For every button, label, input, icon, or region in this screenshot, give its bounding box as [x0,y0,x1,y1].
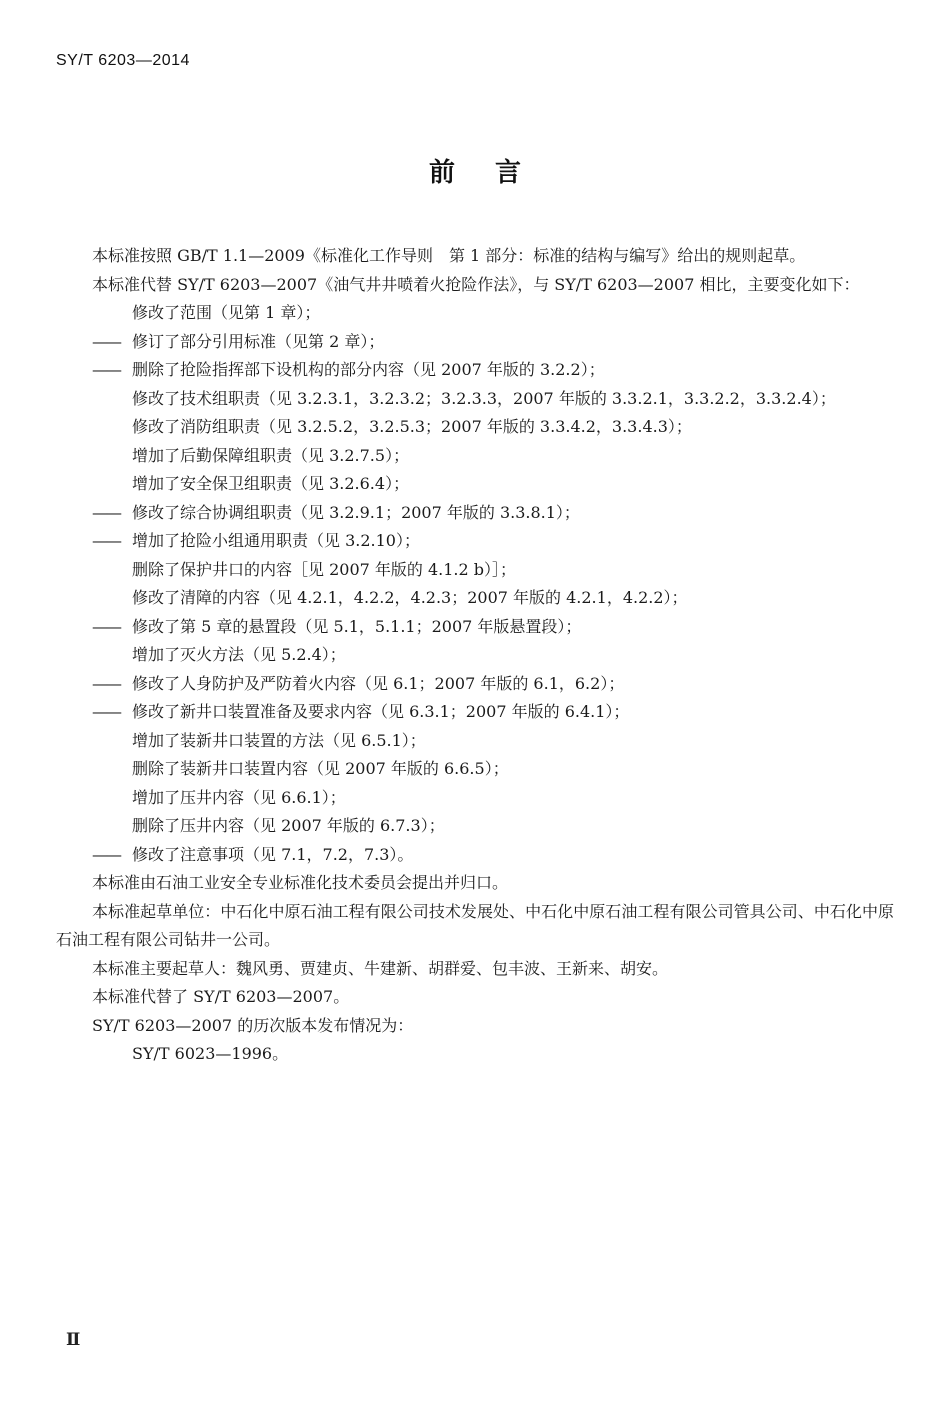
list-item [56,385,894,414]
list-item-text: 增加了抢险小组通用职责（见 3.2.10）； [132,531,420,550]
list-item [56,841,894,870]
list-item-text: 删除了抢险指挥部下设机构的部分内容（见 2007 年版的 3.2.2）； [132,360,605,379]
list-item-text: 增加了后勤保障组职责（见 3.2.7.5）； [132,445,410,465]
paragraph-replaced: 本标准代替了 SY/T 6203—2007。 [92,987,350,1006]
list-item [56,670,894,699]
list-item-text: 修订了部分引用标准（见第 2 章）； [132,331,385,351]
list-item-text: 修改了消防组职责（见 3.2.5.2，3.2.5.3；2007 年版的 3.3.4.2，3.3.4.3）； [132,417,692,436]
list-item [56,812,894,841]
list-item-text: 增加了灭火方法（见 5.2.4）； [132,645,346,664]
paragraph-drafting-rules: 本标准按照 GB/T 1.1—2009《标准化工作导则 第 1 部分：标准的结构与编写》给出的规则起草。 [92,246,806,265]
list-item-text: 增加了安全保卫组职责（见 3.2.6.4）； [132,474,410,493]
paragraph-history-intro: SY/T 6203—2007 的历次版本发布情况为： [92,1015,414,1035]
list-item-text: 删除了装新井口装置内容（见 2007 年版的 6.6.5）； [132,759,509,778]
list-item-text: 修改了范围（见第 1 章）； [132,303,321,322]
history-entry: SY/T 6023—1996。 [132,1044,289,1063]
paragraph-drafters: 本标准主要起草人：魏风勇、贾建贞、牛建新、胡群爱、包丰波、王新来、胡安。 [92,958,669,978]
paragraph-drafting-units: 本标准起草单位：中石化中原石油工程有限公司技术发展处、中石化中原石油工程有限公司管具公司、中石化中原石油工程有限公司钻井一公司。 [56,901,894,949]
page-number: Ⅱ [66,1330,81,1350]
list-dash: —— [92,331,120,351]
list-item [56,299,894,328]
list-dash: —— [92,502,120,522]
list-item-text: 修改了第 5 章的悬置段（见 5.1，5.1.1；2007 年版悬置段）； [132,616,582,636]
list-item [56,499,894,528]
changes-list [56,299,894,869]
document-code-header: SY/T 6203—2014 [56,52,190,69]
list-item-text: 增加了压井内容（见 6.6.1）； [132,787,346,807]
list-dash: —— [92,616,120,636]
list-item [56,784,894,813]
list-item [56,556,894,585]
list-dash: —— [92,360,120,379]
list-item [56,356,894,385]
list-dash: —— [92,702,120,721]
paragraph-proposer: 本标准由石油工业安全专业标准化技术委员会提出并归口。 [92,873,509,892]
page-title: 前言 [428,158,561,188]
list-item [56,755,894,784]
list-dash: —— [92,844,120,864]
list-item [56,328,894,357]
list-item [56,641,894,670]
list-item-text: 修改了新井口装置准备及要求内容（见 6.3.1；2007 年版的 6.4.1）； [132,702,630,721]
list-item [56,527,894,556]
list-dash: —— [92,531,120,550]
list-item-text: 修改了综合协调组职责（见 3.2.9.1；2007 年版的 3.3.8.1）； [132,502,580,522]
list-item-text: 增加了装新井口装置的方法（见 6.5.1）； [132,730,426,750]
list-item [56,442,894,471]
list-item-text: 修改了人身防护及严防着火内容（见 6.1；2007 年版的 6.1，6.2）； [132,673,625,693]
list-item-text: 删除了保护井口的内容［见 2007 年版的 4.1.2 b）］； [132,559,517,579]
paragraph-replacement: 本标准代替 SY/T 6203—2007《油气井井喷着火抢险作法》，与 SY/T 6203—2007 相比，主要变化如下： [92,274,860,294]
list-item [56,727,894,756]
list-item [56,413,894,442]
list-dash: —— [92,673,120,693]
list-item-text: 修改了技术组职责（见 3.2.3.1，3.2.3.2；3.2.3.3，2007 年版的 3.3.2.1，3.3.2.2，3.3.2.4）； [132,388,836,408]
list-item [56,698,894,727]
list-item [56,584,894,613]
list-item-text: 删除了压井内容（见 2007 年版的 6.7.3）； [132,816,445,835]
list-item [56,470,894,499]
list-item-text: 修改了清障的内容（见 4.2.1，4.2.2，4.2.3；2007 年版的 4.2.1，4.2.2）； [132,588,688,607]
foreword-body [56,242,894,1069]
list-item [56,613,894,642]
list-item-text: 修改了注意事项（见 7.1，7.2，7.3）。 [132,844,414,864]
